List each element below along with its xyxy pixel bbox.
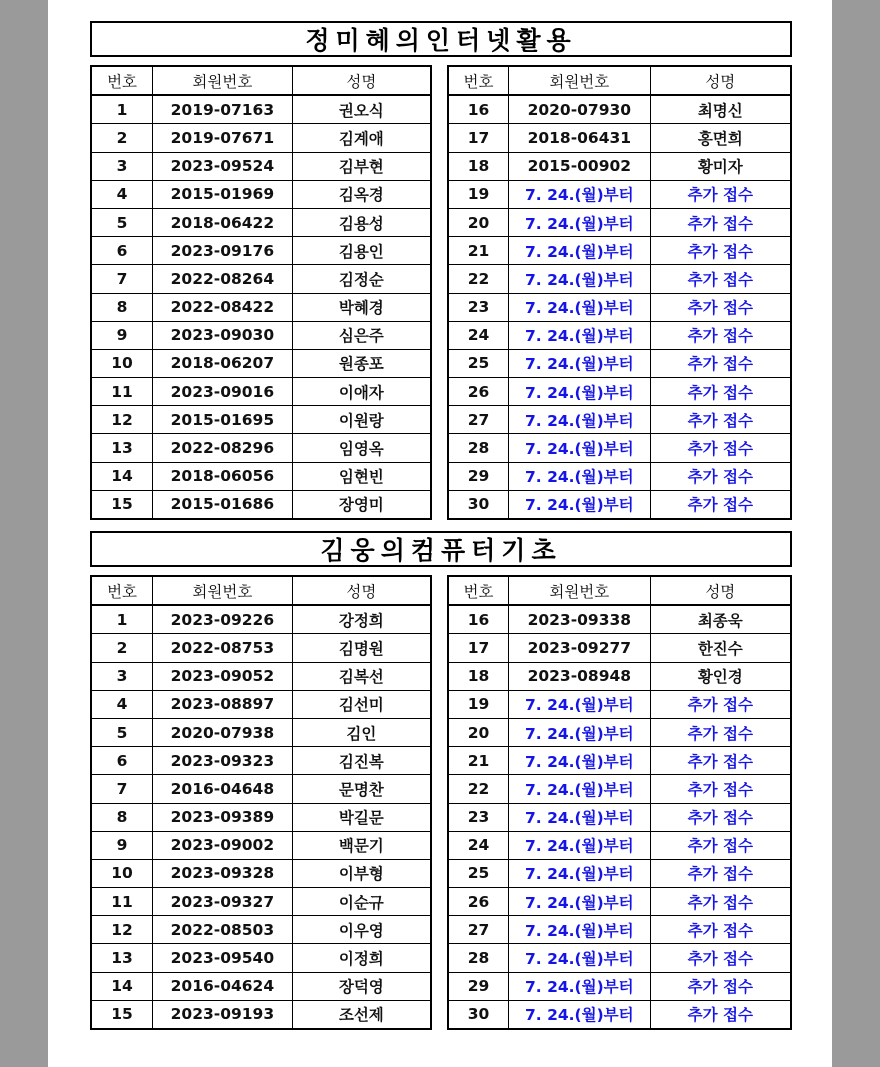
table-row	[91, 349, 431, 377]
member-name: 김선미	[292, 690, 431, 718]
member-id: 2023-09052	[153, 662, 293, 690]
table-row	[91, 378, 431, 406]
table-row	[448, 349, 791, 377]
table-row	[448, 406, 791, 434]
table-row	[448, 265, 791, 293]
table-row	[448, 831, 791, 859]
member-name: 김용인	[292, 237, 431, 265]
member-name: 추가 접수	[650, 972, 791, 1000]
member-id: 7. 24.(월)부터	[509, 775, 651, 803]
member-id: 7. 24.(월)부터	[509, 803, 651, 831]
row-number: 30	[448, 490, 509, 519]
member-id: 2020-07930	[509, 95, 651, 124]
member-id: 2022-08264	[153, 265, 293, 293]
member-id: 2023-09540	[153, 944, 293, 972]
table-row	[91, 605, 431, 634]
member-id: 2023-09277	[509, 634, 651, 662]
member-name: 추가 접수	[650, 859, 791, 887]
member-name: 이우영	[292, 916, 431, 944]
row-number: 22	[448, 775, 509, 803]
header-member-id: 회원번호	[153, 576, 293, 605]
member-id: 2016-04624	[153, 972, 293, 1000]
member-name: 김옥경	[292, 180, 431, 208]
member-name: 김복선	[292, 662, 431, 690]
table-row	[448, 972, 791, 1000]
table-row	[448, 124, 791, 152]
table-row	[448, 859, 791, 887]
table-row	[91, 180, 431, 208]
member-name: 추가 접수	[650, 321, 791, 349]
row-number: 9	[91, 321, 153, 349]
table-row	[448, 1000, 791, 1029]
member-id: 2023-09323	[153, 747, 293, 775]
member-id: 2022-08503	[153, 916, 293, 944]
row-number: 3	[91, 662, 153, 690]
member-name: 추가 접수	[650, 803, 791, 831]
member-id: 7. 24.(월)부터	[509, 690, 651, 718]
row-number: 18	[448, 152, 509, 180]
row-number: 2	[91, 124, 153, 152]
member-name: 최명신	[650, 95, 791, 124]
table-row	[448, 888, 791, 916]
member-id: 2018-06056	[153, 462, 293, 490]
row-number: 11	[91, 888, 153, 916]
document-page	[48, 0, 832, 1067]
table-row	[448, 378, 791, 406]
table-row	[448, 180, 791, 208]
row-number: 20	[448, 208, 509, 236]
table-row	[448, 605, 791, 634]
member-name: 추가 접수	[650, 718, 791, 746]
row-number: 25	[448, 859, 509, 887]
table-row	[448, 321, 791, 349]
member-id: 2022-08753	[153, 634, 293, 662]
member-id: 2023-09328	[153, 859, 293, 887]
header-no: 번호	[91, 576, 153, 605]
section-title: 김웅의컴퓨터기초	[90, 531, 792, 567]
row-number: 16	[448, 605, 509, 634]
table-row	[448, 237, 791, 265]
member-name: 김용성	[292, 208, 431, 236]
member-id: 7. 24.(월)부터	[509, 208, 651, 236]
header-no: 번호	[448, 66, 509, 95]
member-name: 장영미	[292, 490, 431, 519]
row-number: 28	[448, 434, 509, 462]
member-id: 7. 24.(월)부터	[509, 180, 651, 208]
header-member-id: 회원번호	[153, 66, 293, 95]
member-name: 조선제	[292, 1000, 431, 1029]
member-name: 추가 접수	[650, 237, 791, 265]
member-id: 7. 24.(월)부터	[509, 237, 651, 265]
roster-table-right	[447, 65, 792, 520]
table-row	[448, 95, 791, 124]
table-row	[448, 293, 791, 321]
row-number: 19	[448, 180, 509, 208]
row-number: 5	[91, 718, 153, 746]
table-row	[91, 321, 431, 349]
member-name: 추가 접수	[650, 690, 791, 718]
member-id: 2023-09193	[153, 1000, 293, 1029]
table-row	[91, 803, 431, 831]
member-name: 추가 접수	[650, 831, 791, 859]
row-number: 28	[448, 944, 509, 972]
member-name: 김명원	[292, 634, 431, 662]
member-name: 이원랑	[292, 406, 431, 434]
member-id: 2023-09327	[153, 888, 293, 916]
table-row	[91, 690, 431, 718]
member-name: 박혜경	[292, 293, 431, 321]
member-name: 추가 접수	[650, 944, 791, 972]
row-number: 14	[91, 462, 153, 490]
table-row	[448, 434, 791, 462]
section-title: 정미혜의인터넷활용	[90, 21, 792, 57]
row-number: 30	[448, 1000, 509, 1029]
row-number: 15	[91, 490, 153, 519]
member-name: 김부현	[292, 152, 431, 180]
member-name: 추가 접수	[650, 293, 791, 321]
roster-table-left	[90, 575, 432, 1030]
member-name: 원종포	[292, 349, 431, 377]
header-member-id: 회원번호	[509, 576, 651, 605]
table-row	[91, 944, 431, 972]
member-name: 추가 접수	[650, 747, 791, 775]
member-id: 7. 24.(월)부터	[509, 831, 651, 859]
member-name: 강정희	[292, 605, 431, 634]
member-name: 홍면희	[650, 124, 791, 152]
member-id: 7. 24.(월)부터	[509, 293, 651, 321]
member-name: 백문기	[292, 831, 431, 859]
member-id: 7. 24.(월)부터	[509, 747, 651, 775]
member-id: 7. 24.(월)부터	[509, 916, 651, 944]
member-name: 추가 접수	[650, 349, 791, 377]
member-name: 황인경	[650, 662, 791, 690]
member-name: 추가 접수	[650, 208, 791, 236]
row-number: 6	[91, 237, 153, 265]
member-id: 2020-07938	[153, 718, 293, 746]
header-name: 성명	[650, 576, 791, 605]
row-number: 24	[448, 831, 509, 859]
row-number: 19	[448, 690, 509, 718]
member-name: 추가 접수	[650, 265, 791, 293]
row-number: 13	[91, 434, 153, 462]
member-id: 7. 24.(월)부터	[509, 490, 651, 519]
row-number: 4	[91, 180, 153, 208]
member-name: 권오식	[292, 95, 431, 124]
row-number: 18	[448, 662, 509, 690]
table-row	[448, 634, 791, 662]
table-row	[91, 831, 431, 859]
member-id: 2023-09016	[153, 378, 293, 406]
row-number: 29	[448, 972, 509, 1000]
row-number: 11	[91, 378, 153, 406]
roster-table-right	[447, 575, 792, 1030]
table-row	[448, 747, 791, 775]
table-row	[448, 944, 791, 972]
member-id: 7. 24.(월)부터	[509, 1000, 651, 1029]
member-name: 김정순	[292, 265, 431, 293]
member-id: 7. 24.(월)부터	[509, 718, 651, 746]
member-id: 2023-09389	[153, 803, 293, 831]
table-row	[91, 124, 431, 152]
member-id: 2018-06207	[153, 349, 293, 377]
row-number: 26	[448, 888, 509, 916]
row-number: 27	[448, 916, 509, 944]
table-row	[91, 634, 431, 662]
row-number: 7	[91, 775, 153, 803]
row-number: 10	[91, 349, 153, 377]
table-row	[91, 747, 431, 775]
member-name: 추가 접수	[650, 888, 791, 916]
member-name: 이순규	[292, 888, 431, 916]
table-row	[448, 775, 791, 803]
member-name: 한진수	[650, 634, 791, 662]
member-name: 추가 접수	[650, 434, 791, 462]
table-row	[91, 462, 431, 490]
member-id: 2016-04648	[153, 775, 293, 803]
table-header-row	[448, 576, 791, 605]
row-number: 7	[91, 265, 153, 293]
table-row	[91, 775, 431, 803]
row-number: 14	[91, 972, 153, 1000]
header-name: 성명	[650, 66, 791, 95]
member-id: 2022-08422	[153, 293, 293, 321]
member-id: 7. 24.(월)부터	[509, 265, 651, 293]
row-number: 23	[448, 293, 509, 321]
member-id: 2019-07163	[153, 95, 293, 124]
member-name: 김계애	[292, 124, 431, 152]
roster-table-left	[90, 65, 432, 520]
member-id: 2023-09338	[509, 605, 651, 634]
member-id: 2019-07671	[153, 124, 293, 152]
member-name: 추가 접수	[650, 916, 791, 944]
member-id: 7. 24.(월)부터	[509, 859, 651, 887]
row-number: 25	[448, 349, 509, 377]
member-name: 황미자	[650, 152, 791, 180]
member-id: 2023-09226	[153, 605, 293, 634]
member-name: 추가 접수	[650, 775, 791, 803]
row-number: 6	[91, 747, 153, 775]
table-row	[448, 718, 791, 746]
member-id: 7. 24.(월)부터	[509, 972, 651, 1000]
row-number: 8	[91, 803, 153, 831]
row-number: 12	[91, 406, 153, 434]
member-id: 7. 24.(월)부터	[509, 349, 651, 377]
table-row	[91, 406, 431, 434]
table-row	[91, 859, 431, 887]
row-number: 1	[91, 95, 153, 124]
row-number: 23	[448, 803, 509, 831]
row-number: 26	[448, 378, 509, 406]
member-id: 7. 24.(월)부터	[509, 321, 651, 349]
header-name: 성명	[292, 576, 431, 605]
member-id: 7. 24.(월)부터	[509, 888, 651, 916]
row-number: 21	[448, 237, 509, 265]
member-name: 추가 접수	[650, 462, 791, 490]
row-number: 12	[91, 916, 153, 944]
member-name: 문명찬	[292, 775, 431, 803]
row-number: 9	[91, 831, 153, 859]
table-row	[91, 662, 431, 690]
member-name: 장덕영	[292, 972, 431, 1000]
table-header-row	[91, 576, 431, 605]
header-no: 번호	[448, 576, 509, 605]
row-number: 8	[91, 293, 153, 321]
table-row	[91, 888, 431, 916]
member-id: 2015-00902	[509, 152, 651, 180]
member-id: 2023-08948	[509, 662, 651, 690]
table-row	[91, 434, 431, 462]
row-number: 15	[91, 1000, 153, 1029]
member-id: 2022-08296	[153, 434, 293, 462]
member-name: 추가 접수	[650, 378, 791, 406]
table-row	[91, 237, 431, 265]
row-number: 20	[448, 718, 509, 746]
table-row	[448, 462, 791, 490]
table-row	[448, 916, 791, 944]
row-number: 22	[448, 265, 509, 293]
row-number: 13	[91, 944, 153, 972]
header-name: 성명	[292, 66, 431, 95]
row-number: 5	[91, 208, 153, 236]
table-row	[91, 718, 431, 746]
table-row	[91, 972, 431, 1000]
member-id: 7. 24.(월)부터	[509, 378, 651, 406]
row-number: 17	[448, 124, 509, 152]
row-number: 27	[448, 406, 509, 434]
table-row	[91, 1000, 431, 1029]
member-name: 김인	[292, 718, 431, 746]
member-id: 2023-09002	[153, 831, 293, 859]
member-id: 2018-06431	[509, 124, 651, 152]
row-number: 16	[448, 95, 509, 124]
member-name: 임현빈	[292, 462, 431, 490]
member-id: 7. 24.(월)부터	[509, 406, 651, 434]
member-id: 2023-09176	[153, 237, 293, 265]
member-name: 최종욱	[650, 605, 791, 634]
member-id: 2023-09524	[153, 152, 293, 180]
member-name: 박길문	[292, 803, 431, 831]
member-name: 김진복	[292, 747, 431, 775]
member-id: 7. 24.(월)부터	[509, 944, 651, 972]
member-name: 추가 접수	[650, 490, 791, 519]
member-id: 2023-08897	[153, 690, 293, 718]
table-row	[91, 490, 431, 519]
table-header-row	[448, 66, 791, 95]
member-name: 임영옥	[292, 434, 431, 462]
table-row	[448, 662, 791, 690]
table-row	[448, 690, 791, 718]
header-no: 번호	[91, 66, 153, 95]
member-id: 2015-01969	[153, 180, 293, 208]
member-name: 이부형	[292, 859, 431, 887]
table-row	[91, 916, 431, 944]
table-row	[91, 95, 431, 124]
member-name: 이정희	[292, 944, 431, 972]
header-member-id: 회원번호	[509, 66, 651, 95]
member-name: 추가 접수	[650, 1000, 791, 1029]
member-id: 2023-09030	[153, 321, 293, 349]
table-row	[448, 490, 791, 519]
member-id: 2015-01686	[153, 490, 293, 519]
member-id: 2018-06422	[153, 208, 293, 236]
row-number: 17	[448, 634, 509, 662]
member-name: 심은주	[292, 321, 431, 349]
row-number: 3	[91, 152, 153, 180]
table-header-row	[91, 66, 431, 95]
row-number: 21	[448, 747, 509, 775]
table-row	[91, 208, 431, 236]
row-number: 29	[448, 462, 509, 490]
table-row	[448, 152, 791, 180]
table-row	[91, 265, 431, 293]
table-row	[91, 152, 431, 180]
row-number: 1	[91, 605, 153, 634]
member-id: 7. 24.(월)부터	[509, 434, 651, 462]
member-name: 이애자	[292, 378, 431, 406]
table-row	[448, 208, 791, 236]
member-name: 추가 접수	[650, 406, 791, 434]
member-id: 7. 24.(월)부터	[509, 462, 651, 490]
row-number: 10	[91, 859, 153, 887]
table-row	[91, 293, 431, 321]
member-id: 2015-01695	[153, 406, 293, 434]
row-number: 2	[91, 634, 153, 662]
table-row	[448, 803, 791, 831]
row-number: 24	[448, 321, 509, 349]
row-number: 4	[91, 690, 153, 718]
member-name: 추가 접수	[650, 180, 791, 208]
